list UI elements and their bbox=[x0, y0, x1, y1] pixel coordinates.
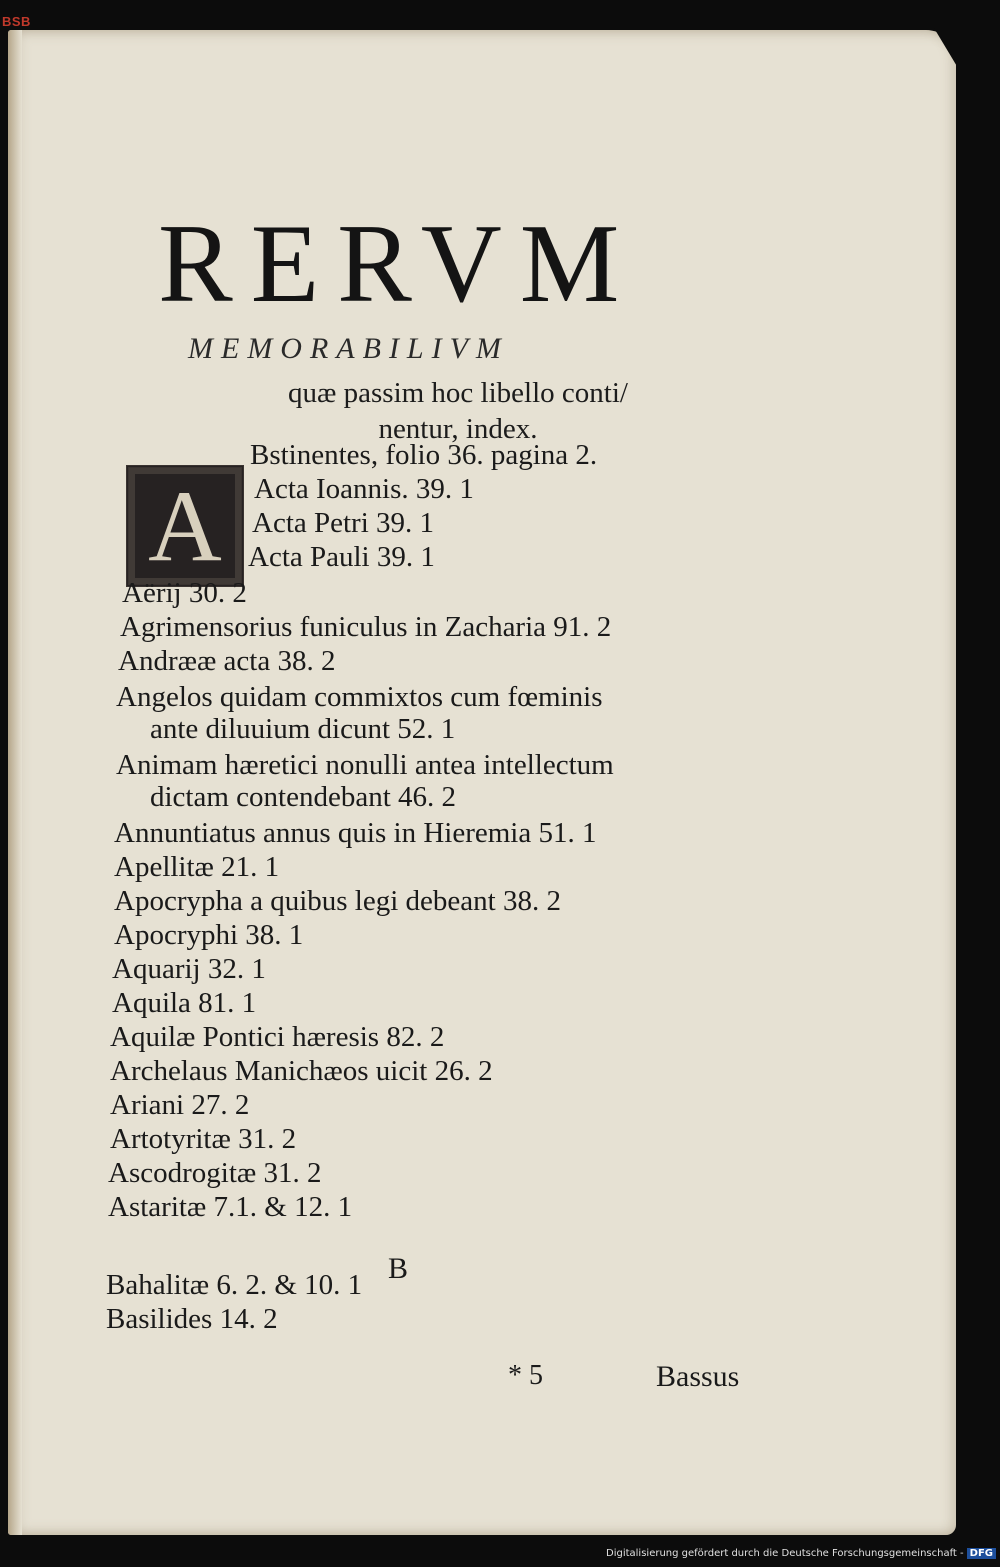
index-entry: Ariani 27. 2 bbox=[110, 1089, 250, 1121]
catchword: Bassus bbox=[656, 1360, 740, 1393]
description-line: quæ passim hoc libello conti/ bbox=[288, 377, 628, 409]
index-entry: Andrææ acta 38. 2 bbox=[118, 645, 336, 677]
index-entry: Acta Petri 39. 1 bbox=[252, 507, 435, 539]
index-entry: Acta Pauli 39. 1 bbox=[248, 541, 435, 573]
bsb-watermark: BSB bbox=[2, 14, 31, 29]
index-entry: Astaritæ 7.1. & 12. 1 bbox=[108, 1191, 353, 1223]
index-entry: Archelaus Manichæos uicit 26. 2 bbox=[110, 1055, 493, 1087]
index-entry: Aquilæ Pontici hæresis 82. 2 bbox=[110, 1021, 445, 1053]
page-description bbox=[168, 375, 748, 447]
index-entry: Apocryphi 38. 1 bbox=[114, 919, 304, 951]
index-entry: Ascodrogitæ 31. 2 bbox=[108, 1157, 322, 1189]
index-entry: Basilides 14. 2 bbox=[106, 1303, 278, 1335]
description-line: nentur, index. bbox=[378, 413, 538, 445]
page-corner bbox=[918, 28, 958, 68]
index-entry: Apocrypha a quibus legi debeant 38. 2 bbox=[114, 885, 561, 917]
decorated-initial: A bbox=[126, 465, 244, 587]
index-entry: Apellitæ 21. 1 bbox=[114, 851, 280, 883]
page-gutter bbox=[8, 30, 22, 1535]
index-entry: Agrimensorius funiculus in Zacharia 91. 2 bbox=[120, 611, 612, 643]
signature-mark: * 5 bbox=[508, 1360, 543, 1391]
index-entry: Annuntiatus annus quis in Hieremia 51. 1 bbox=[114, 817, 597, 849]
index-entry: Aquila 81. 1 bbox=[112, 987, 257, 1019]
index-entry: Aquarij 32. 1 bbox=[112, 953, 266, 985]
book-page bbox=[8, 30, 956, 1535]
digitization-footer bbox=[606, 1548, 996, 1559]
index-entry: Acta Ioannis. 39. 1 bbox=[254, 473, 474, 505]
footer-text: Digitalisierung gefördert durch die Deutsche Forschungsgemeinschaft - bbox=[606, 1548, 964, 1559]
index-entry: Bahalitæ 6. 2. & 10. 1 bbox=[106, 1269, 363, 1301]
index-entry: Angelos quidam commixtos cum fœminis bbox=[116, 681, 603, 713]
index-entry: Animam hæretici nonulli antea intellectum bbox=[116, 749, 614, 781]
index-entry: Bstinentes, folio 36. pagina 2. bbox=[250, 439, 598, 471]
section-letter: B bbox=[388, 1252, 409, 1285]
index-entry: Artotyritæ 31. 2 bbox=[110, 1123, 297, 1155]
index-entry: ante diluuium dicunt 52. 1 bbox=[150, 713, 456, 745]
dfg-logo: DFG bbox=[967, 1548, 996, 1559]
index-entry: dictam contendebant 46. 2 bbox=[150, 781, 457, 813]
page-subtitle: MEMORABILIVM bbox=[188, 332, 509, 365]
index-entry: Aërij 30. 2 bbox=[122, 577, 247, 609]
page-title: RERVM bbox=[158, 202, 638, 326]
